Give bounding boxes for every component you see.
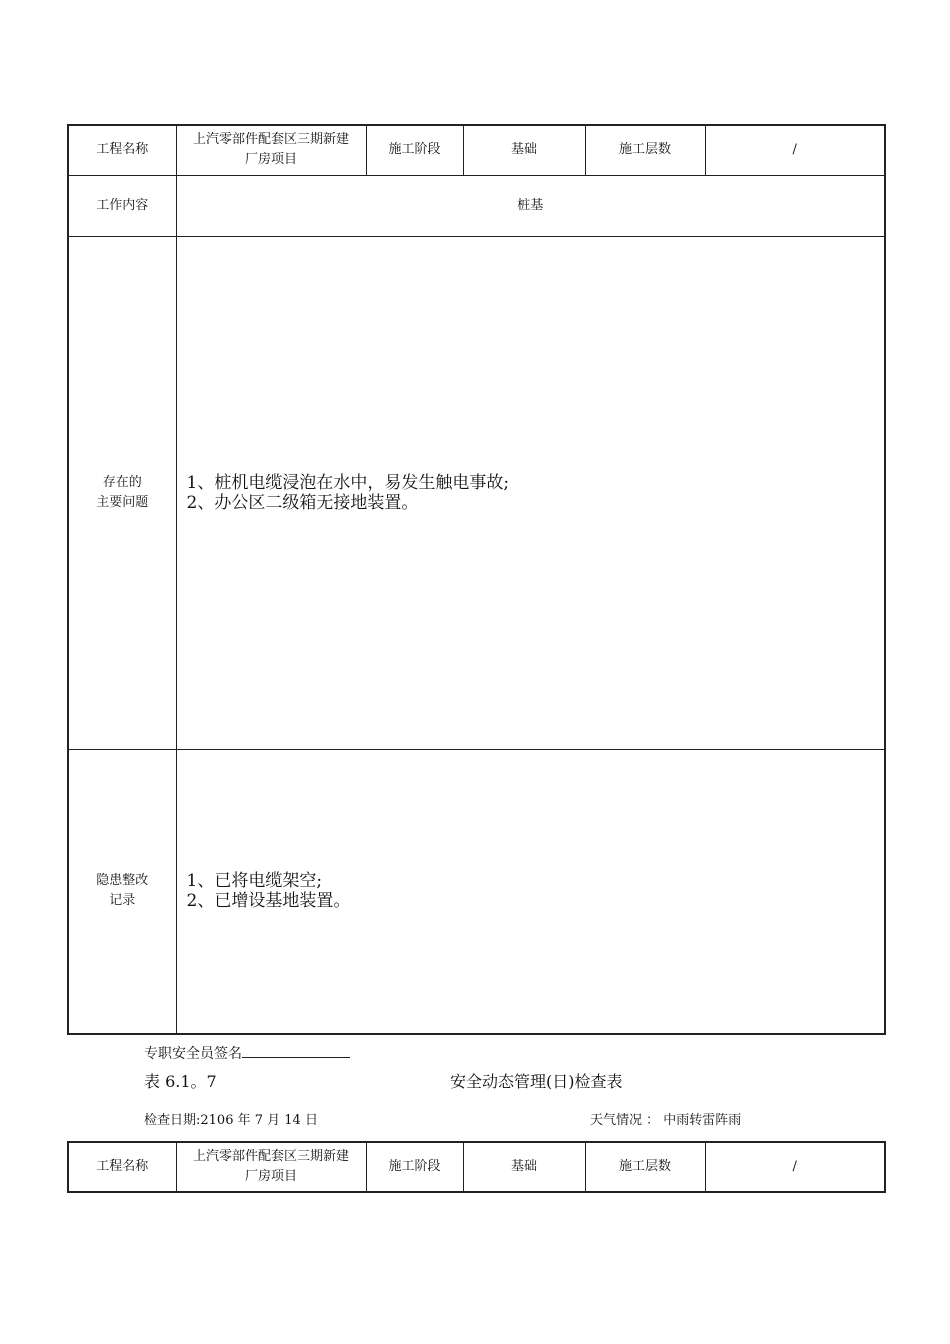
stage-value: 基础 <box>463 125 585 175</box>
rectification-row <box>68 749 885 1034</box>
project-name-value <box>176 125 366 175</box>
stage-label: 施工阶段 <box>366 125 463 175</box>
stage-label: 施工阶段 <box>366 1142 463 1192</box>
floors-value: / <box>705 1142 885 1192</box>
project-name-value <box>176 1142 366 1192</box>
header-row <box>68 1142 885 1192</box>
signature-field[interactable] <box>242 1043 350 1058</box>
project-name-line2: 厂房项目 <box>244 152 297 168</box>
rectification-label <box>68 749 176 1034</box>
signature-label: 专职安全员签名 <box>144 1046 242 1062</box>
rectification-content <box>176 749 885 1034</box>
project-name-line2: 厂房项目 <box>244 1169 297 1184</box>
work-content-value: 桩基 <box>176 175 885 236</box>
inspection-table <box>67 124 886 1035</box>
project-name-line1: 上汽零部件配套区三期新建 <box>192 1149 349 1164</box>
inspection-date: 检查日期:2106 年 7 月 14 日 <box>144 1113 318 1128</box>
work-row <box>68 175 885 236</box>
rectification-item: 2、已增设基地装置。 <box>186 891 351 912</box>
problems-label-line2: 主要问题 <box>96 494 149 510</box>
rectification-label-line1: 隐患整改 <box>96 873 149 889</box>
project-name-label: 工程名称 <box>68 125 176 175</box>
floors-label: 施工层数 <box>585 1142 705 1192</box>
signature-line <box>144 1043 350 1063</box>
table-number: 表 6.1。7 <box>144 1072 217 1091</box>
problem-item: 2、办公区二级箱无接地装置。 <box>186 492 419 513</box>
stage-value: 基础 <box>463 1142 585 1192</box>
project-name-line1: 上汽零部件配套区三期新建 <box>192 132 349 148</box>
problems-label-line1: 存在的 <box>102 474 142 490</box>
rectification-label-line2: 记录 <box>109 893 136 909</box>
rectification-item: 1、已将电缆架空; <box>186 871 323 892</box>
problem-item: 1、桩机电缆浸泡在水中，易发生触电事故; <box>186 472 510 493</box>
weather-info: 天气情况 ： 中雨转雷阵雨 <box>590 1113 742 1128</box>
form-title: 安全动态管理(日)检查表 <box>450 1072 623 1091</box>
project-name-label: 工程名称 <box>68 1142 176 1192</box>
floors-label: 施工层数 <box>585 125 705 175</box>
work-content-label: 工作内容 <box>68 175 176 236</box>
problems-label <box>68 236 176 749</box>
header-row <box>68 125 885 175</box>
problems-row <box>68 236 885 749</box>
problems-content <box>176 236 885 749</box>
floors-value: / <box>705 125 885 175</box>
next-inspection-table <box>67 1141 886 1193</box>
